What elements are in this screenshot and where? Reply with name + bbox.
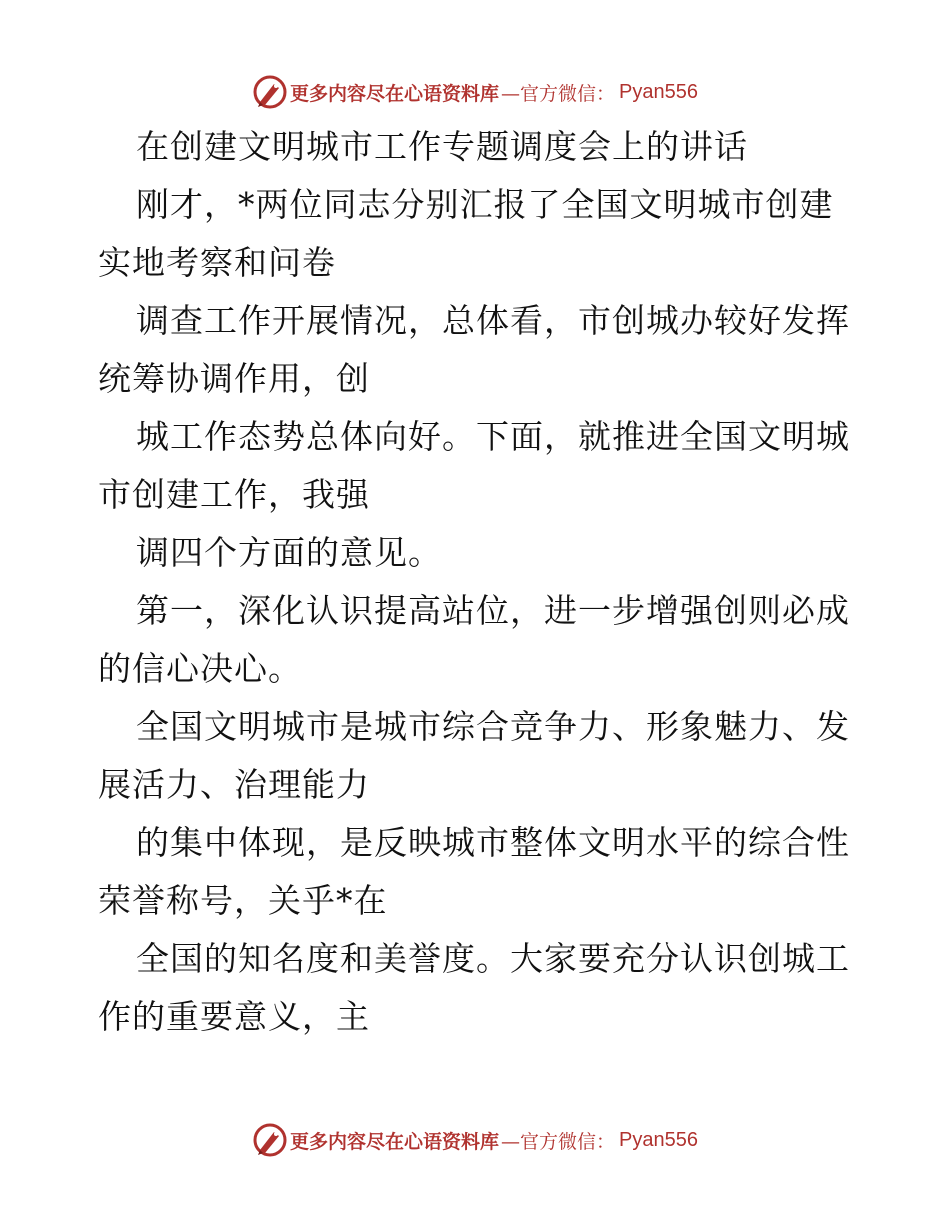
text-line: 作的重要意义，主: [98, 997, 370, 1036]
text-line: 全国的知名度和美誉度。大家要充分认识创城工: [136, 939, 850, 978]
text-line: 在创建文明城市工作专题调度会上的讲话: [136, 127, 748, 166]
banner-wechat-label: —官方微信：: [501, 82, 616, 105]
text-line: 城工作态势总体向好。下面，就推进全国文明城: [136, 417, 850, 456]
banner-wechat-label: —官方微信：: [501, 1130, 616, 1153]
footer-banner: [0, 1120, 950, 1160]
banner-text: 更多内容尽在心语资料库: [290, 1130, 500, 1153]
text-line: 统筹协调作用，创: [98, 359, 370, 398]
text-line: 全国文明城市是城市综合竞争力、形象魅力、发: [136, 707, 850, 746]
pen-logo-icon: [252, 74, 288, 110]
text-line: 刚才，*两位同志分别汇报了全国文明城市创建: [136, 185, 834, 224]
banner-wechat-id: Pyan556: [619, 80, 698, 103]
text-line: 第一，深化认识提高站位，进一步增强创则必成: [136, 591, 850, 630]
document-body: [98, 118, 858, 1046]
header-banner: [0, 72, 950, 112]
text-line: 调四个方面的意见。: [136, 533, 442, 572]
text-line: 的信心决心。: [98, 649, 302, 688]
text-line: 市创建工作，我强: [98, 475, 370, 514]
text-line: 展活力、治理能力: [98, 765, 370, 804]
banner-wechat-id: Pyan556: [619, 1128, 698, 1151]
text-line: 荣誉称号，关乎*在: [98, 881, 388, 920]
pen-logo-icon: [252, 1122, 288, 1158]
text-line: 调查工作开展情况，总体看，市创城办较好发挥: [136, 301, 850, 340]
banner-text: 更多内容尽在心语资料库: [290, 82, 500, 105]
text-line: 实地考察和问卷: [98, 243, 336, 282]
text-line: 的集中体现，是反映城市整体文明水平的综合性: [136, 823, 850, 862]
